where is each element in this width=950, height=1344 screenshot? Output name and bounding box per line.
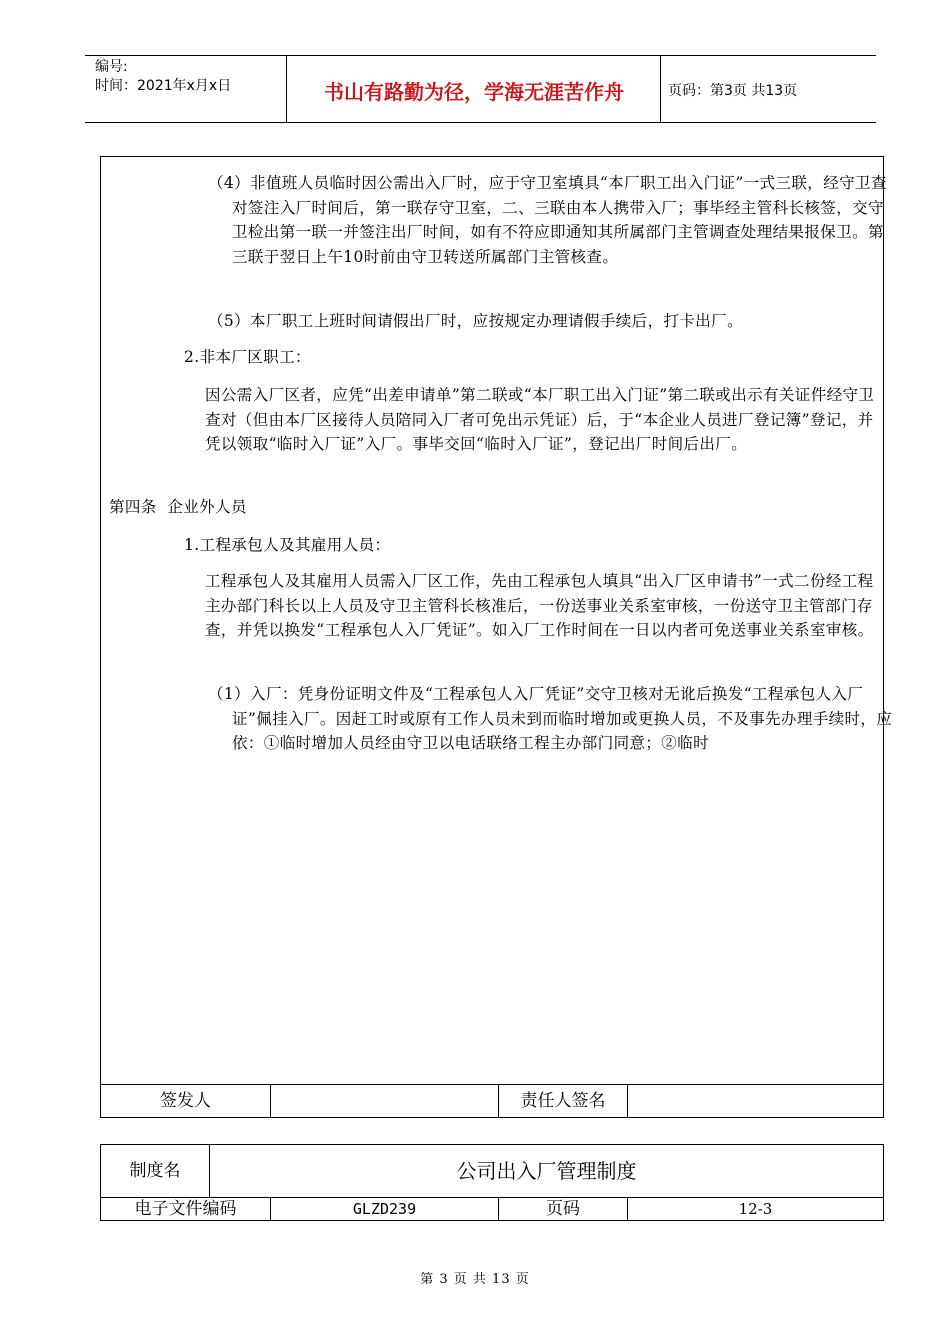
info-row [101,1197,883,1221]
paragraph-item-4: （4）非值班人员临时因公需出入厂时，应于守卫室填具“本厂职工出入门证”一式三联，经守卫查对签注入厂时间后，第一联存守卫室，二、三联由本人携带入厂；事毕经主管科长核签，交守卫检出第一联一并签注出厂时间，如有不符应即通知其所属部门主管调查处理结果报保卫。第三联于翌日上午10时前由守卫转送所属部门主管核查。 [208,174,887,266]
page-footer: 第 3 页 共 13 页 [420,1272,530,1287]
paragraph-item-5: （5）本厂职工上班时间请假出厂时，应按规定办理请假手续后，打卡出厂。 [208,312,743,330]
issuer-label: 签发人 [160,1091,211,1111]
file-code-value: GLZD239 [352,1200,417,1218]
paragraph-contractor: 工程承包人及其雇用人员需入厂区工作，先由工程承包人填具“出入厂区申请书”一式二份经工程主办部门科长以上人员及守卫主管科长核准后，一份送事业关系室审核，一份送守卫主管部门存查，并凭以换发“工程承包人入厂凭证”。如入厂工作时间在一日以内者可免送事业关系室审核。 [205,572,874,639]
file-code-label: 电子文件编码 [134,1199,237,1219]
signature-row [101,1084,883,1118]
header-top-rule [85,55,876,56]
paragraph-non-staff: 因公需入厂区者，应凭“出差申请单”第二联或“本厂职工出入门证”第二联或出示有关证件经守卫查对（但由本厂区接待人员陪同入厂者可免出示凭证）后，于“本企业人员进厂登记簿”登记，并凭以领取“临时入厂证”入厂。事毕交回“临时入厂证”，登记出厂时间后出厂。 [205,386,875,453]
section-heading-non-staff: 2.非本厂区职工： [184,348,311,366]
page-value: 12-3 [738,1200,773,1218]
page-label: 页码 [546,1199,580,1219]
header-divider [660,56,661,122]
document-info-table [100,1144,884,1221]
header-motto: 书山有路勤为径，学海无涯苦作舟 [324,80,624,104]
responsible-signature-field[interactable] [628,1085,883,1118]
document-number-label: 编号: [95,59,128,75]
document-time-label: 时间：2021年x月x日 [95,78,232,94]
issuer-signature-field[interactable] [271,1085,498,1118]
policy-name-label: 制度名 [129,1161,181,1181]
section-heading-contractor: 1.工程承包人及其雇用人员： [184,536,391,554]
header-meta [95,58,231,96]
responsible-label: 责任人签名 [520,1091,606,1111]
header-bottom-rule [85,122,876,123]
header-divider [286,56,287,122]
header-page-info: 页码：第3页 共13页 [668,83,798,99]
article-heading: 第四条 企业外人员 [109,498,247,516]
content-box [100,156,893,1118]
policy-name-value: 公司出入厂管理制度 [456,1159,637,1183]
paragraph-item-1: （1）入厂：凭身份证明文件及“工程承包人入厂凭证”交守卫核对无讹后换发“工程承包人入厂证”佩挂入厂。因赶工时或原有工作人员未到而临时增加或更换人员，不及事先办理手续时，应依：①临时增加人员经由守卫以电话联络工程主办部门同意；②临时 [208,685,893,752]
